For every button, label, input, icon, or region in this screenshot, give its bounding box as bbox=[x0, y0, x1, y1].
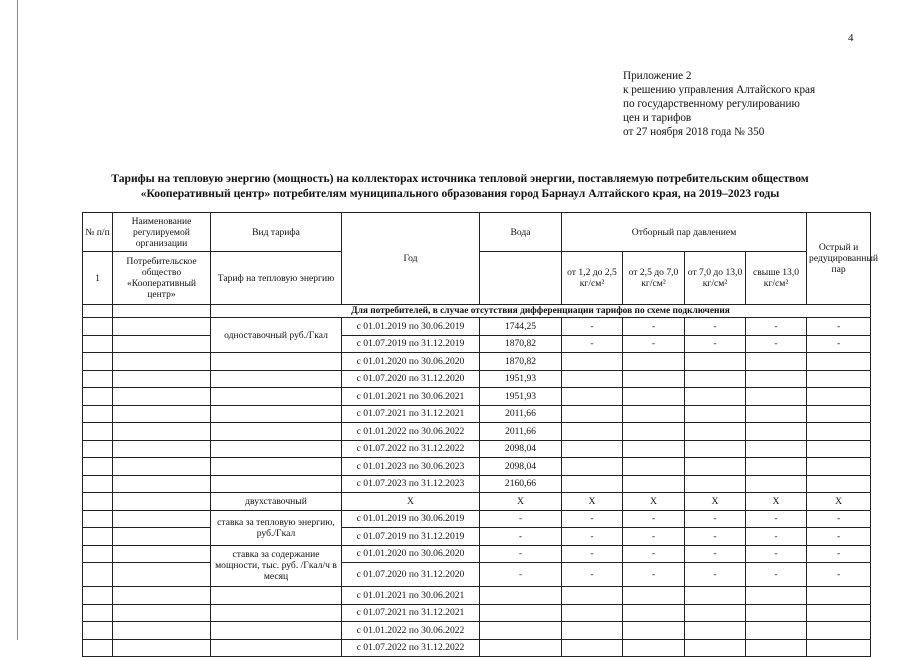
header-water: Вода bbox=[480, 213, 562, 252]
table-row: с 01.07.2022 по 31.12.2022 bbox=[83, 639, 871, 657]
energy-rate-label: ставка за тепловую энергию, руб./Гкал bbox=[211, 510, 342, 545]
appendix-line: к решению управления Алтайского края bbox=[623, 84, 816, 96]
tariff-name: Тариф на тепловую энергию bbox=[211, 252, 342, 305]
table-row: с 01.07.2021 по 31.12.2021 2011,66 bbox=[83, 405, 871, 423]
header-sharp-steam: Острый и редуцированный пар bbox=[807, 213, 871, 305]
header-year: Год bbox=[342, 213, 480, 305]
appendix-line: по государственному регулированию bbox=[623, 98, 800, 110]
table-row: с 01.07.2023 по 31.12.2023 2160,66 bbox=[83, 475, 871, 493]
one-part-label: одноставочный руб./Гкал bbox=[211, 318, 342, 353]
appendix-block bbox=[623, 69, 815, 139]
table-row: с 01.07.2019 по 31.12.2019 - - - - - - bbox=[83, 528, 871, 546]
table-row: с 01.01.2022 по 30.06.2022 2011,66 bbox=[83, 423, 871, 441]
capacity-rate-label: ставка за содержание мощности, тыс. руб. /Гкал/ч в месяц bbox=[211, 545, 342, 587]
header-steam-1: от 1,2 до 2,5 кг/см² bbox=[562, 252, 623, 305]
header-row bbox=[83, 213, 871, 252]
tariff-table bbox=[82, 212, 879, 657]
appendix-line: Приложение 2 bbox=[623, 70, 692, 82]
table-row: с 01.07.2021 по 31.12.2021 bbox=[83, 604, 871, 622]
appendix-line: цен и тарифов bbox=[623, 112, 692, 124]
two-part-row: двухставочный X X X X X X X bbox=[83, 493, 871, 511]
table-row: ставка за тепловую энергию, руб./Гкал с 01.01.2019 по 30.06.2019 - - - - - - bbox=[83, 510, 871, 528]
header-tariff-type: Вид тарифа bbox=[211, 213, 342, 252]
section-row bbox=[83, 305, 871, 318]
document-title bbox=[80, 171, 840, 201]
table-row: ставка за содержание мощности, тыс. руб. /Гкал/ч в месяц с 01.01.2020 по 30.06.2020 - - - - - - bbox=[83, 545, 871, 563]
header-steam-3: от 7,0 до 13,0 кг/см² bbox=[685, 252, 746, 305]
table-row: с 01.01.2022 по 30.06.2022 bbox=[83, 622, 871, 640]
section-title: Для потребителей, в случае отсутствия дифференциации тарифов по схеме подключения bbox=[211, 305, 871, 318]
header-num: № п/п bbox=[83, 213, 113, 252]
header-org: Наименование регулируемой организации bbox=[113, 213, 211, 252]
org-number: 1 bbox=[83, 252, 113, 305]
table-row: с 01.01.2020 по 30.06.2020 1870,82 bbox=[83, 353, 871, 371]
two-part-label: двухставочный bbox=[211, 493, 342, 511]
water-empty-cell bbox=[480, 252, 562, 305]
header-steam-2: от 2,5 до 7,0 кг/см² bbox=[623, 252, 685, 305]
table-row: одноставочный руб./Гкал с 01.01.2019 по 30.06.2019 1744,25 - - - - - bbox=[83, 318, 871, 336]
title-line-2: «Кооперативный центр» потребителям муниципального образования город Барнаул Алтайского края, на 2019–2023 годы bbox=[140, 187, 780, 200]
table-row: с 01.07.2019 по 31.12.2019 1870,82 - - - - - bbox=[83, 335, 871, 353]
table-row: с 01.07.2020 по 31.12.2020 1951,93 bbox=[83, 370, 871, 388]
table-row: с 01.01.2023 по 30.06.2023 2098,04 bbox=[83, 458, 871, 476]
table-row: с 01.01.2021 по 30.06.2021 1951,93 bbox=[83, 388, 871, 406]
header-steam-4: свыше 13,0 кг/см² bbox=[746, 252, 807, 305]
page-number: 4 bbox=[848, 32, 854, 44]
table-row: с 01.01.2021 по 30.06.2021 bbox=[83, 587, 871, 605]
appendix-line: от 27 ноября 2018 года № 350 bbox=[623, 126, 765, 138]
header-steam: Отборный пар давлением bbox=[562, 213, 807, 252]
page-margin-line bbox=[17, 0, 18, 640]
table-row: с 01.07.2020 по 31.12.2020 - - - - - - bbox=[83, 563, 871, 587]
org-name: Потребительское общество «Кооперативный центр» bbox=[113, 252, 211, 305]
table-row: с 01.07.2022 по 31.12.2022 2098,04 bbox=[83, 440, 871, 458]
title-line-1: Тарифы на тепловую энергию (мощность) на коллекторах источника тепловой энергии, поставляемую потребительским обществом bbox=[111, 172, 809, 185]
